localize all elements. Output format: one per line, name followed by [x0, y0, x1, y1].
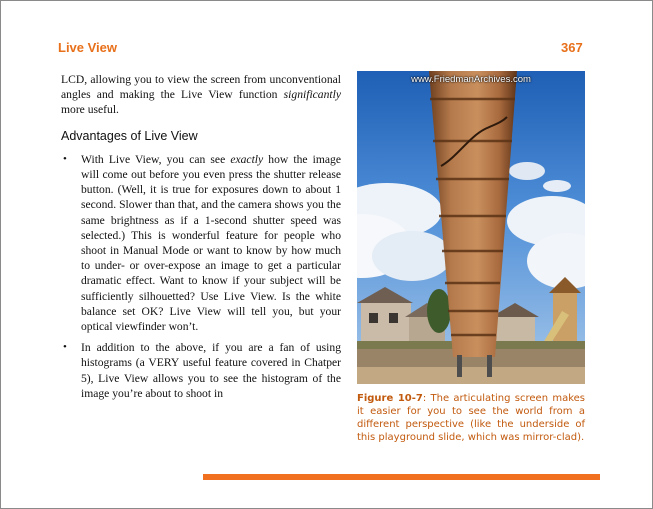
caption-text: : The articulating screen makes it easier for you to see the world from a different perspective (like the underside of this playground slide, which was mirror-clad). — [357, 393, 585, 443]
playground-slide-photo — [357, 71, 585, 384]
intro-paragraph — [61, 72, 341, 118]
list-item — [61, 152, 341, 334]
bullet-emphasis: exactly — [230, 152, 264, 166]
bullet-text-end: how the image will come out before you even press the shutter release button. (Well, it is true for exposures down to about 1 second. Slower than that, and the camera shows you the same brightness as if a 1-second shutter speed was selected.) This is wonderful feature for people who shoot in Manual Mode or want to know by how much to under- or over-expose an image to get a particular dramatic effect. Want to know if your subject will be sufficiently silhouetted? Use Live View. Is the white balance set OK? Live View will tell you, but your optical viewfinder won’t. — [81, 152, 341, 334]
intro-text-end: more useful. — [61, 103, 119, 117]
bullet-text: In addition to the above, if you are a fan of using histograms (a VERY useful feature covered in Chatper 5), Live View allows you to see the histogram of the image you’re about to shoot in — [81, 341, 341, 400]
figure-label: Figure 10-7 — [357, 393, 423, 404]
bullet-icon: • — [63, 152, 67, 165]
bullet-icon: • — [63, 341, 67, 354]
intro-emphasis: significantly — [283, 88, 341, 102]
advantages-list — [61, 152, 341, 401]
bullet-text: With Live View, you can see — [81, 152, 231, 166]
photo-watermark: www.FriedmanArchives.com — [411, 74, 531, 85]
section-heading: Advantages of Live View — [61, 128, 198, 143]
footer-rule — [203, 474, 600, 480]
figure-photo — [357, 71, 585, 384]
chapter-title: Live View — [58, 40, 118, 55]
intro-text: LCD, allowing you to view the screen from unconventional angles and making the Live View function — [61, 73, 341, 102]
figure-caption — [357, 392, 585, 444]
page-number: 367 — [561, 40, 583, 55]
body-text-column — [61, 72, 341, 407]
list-item — [61, 340, 341, 401]
